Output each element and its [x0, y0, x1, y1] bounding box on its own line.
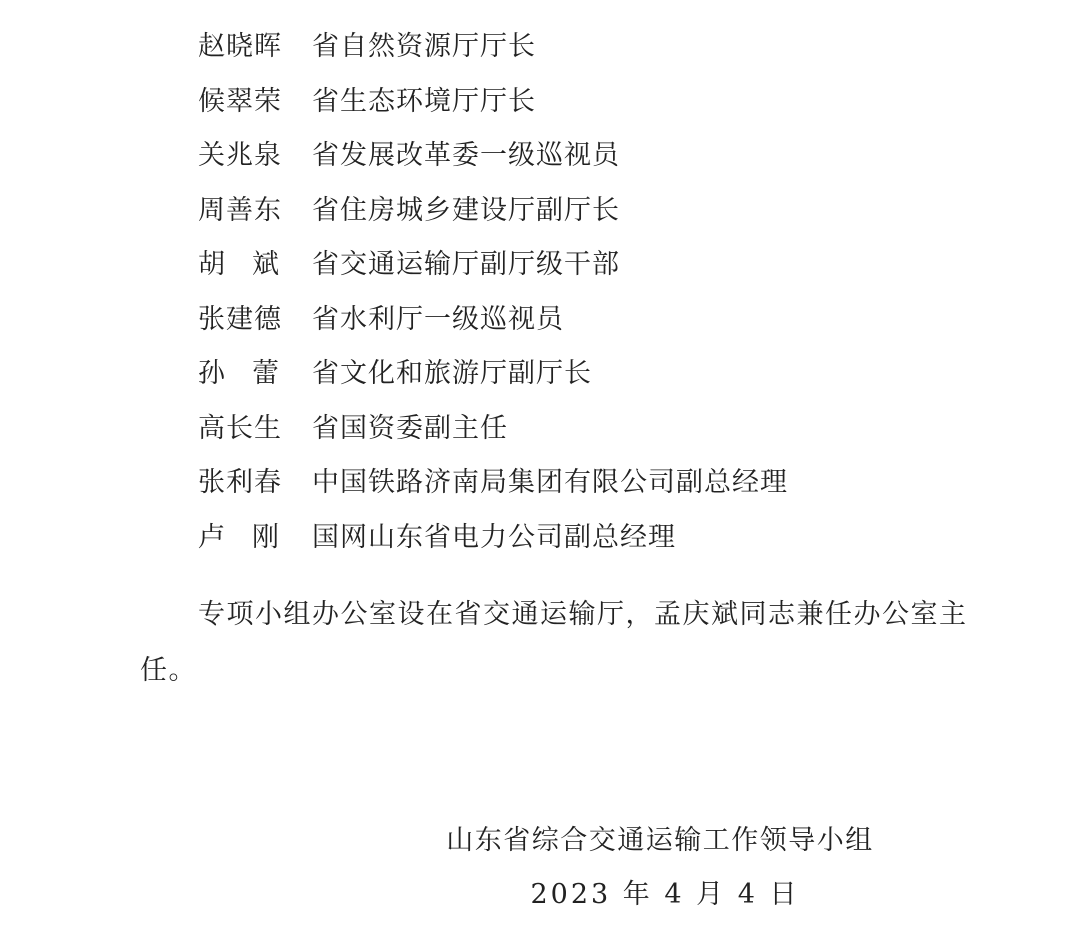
member-title: 省国资委副主任	[312, 412, 508, 444]
member-name: 孙 蕾	[198, 358, 279, 389]
member-row	[198, 184, 788, 239]
member-row	[198, 238, 788, 293]
signature-block	[440, 814, 880, 922]
member-name: 胡 斌	[198, 249, 279, 280]
member-title: 省文化和旅游厅副厅长	[312, 358, 592, 389]
member-name: 高长生	[198, 412, 282, 444]
member-name: 赵晓晖	[198, 31, 282, 62]
issue-date: 2023 年 4 月 4 日	[530, 879, 800, 910]
member-title: 中国铁路济南局集团有限公司副总经理	[312, 467, 788, 498]
member-row	[198, 20, 788, 75]
member-row	[198, 347, 788, 402]
member-title: 省生态环境厅厅长	[312, 85, 536, 117]
member-name: 张利春	[198, 467, 282, 498]
member-title: 国网山东省电力公司副总经理	[312, 521, 676, 553]
member-row	[198, 511, 788, 566]
member-row	[198, 402, 788, 457]
member-row	[198, 293, 788, 348]
member-name: 候翠荣	[198, 85, 282, 117]
member-row	[198, 75, 788, 130]
member-title: 省住房城乡建设厅副厅长	[312, 194, 620, 226]
member-title: 省水利厅一级巡视员	[312, 303, 564, 335]
member-name: 周善东	[198, 194, 282, 226]
member-name: 张建德	[198, 303, 282, 335]
issuing-organization: 山东省综合交通运输工作领导小组	[446, 825, 874, 856]
member-title: 省交通运输厅副厅级干部	[312, 249, 620, 280]
member-name: 关兆泉	[198, 140, 282, 171]
member-title: 省自然资源厅厅长	[312, 31, 536, 62]
member-title: 省发展改革委一级巡视员	[312, 140, 620, 171]
member-name: 卢 刚	[198, 521, 279, 553]
member-list	[198, 20, 788, 565]
member-row	[198, 456, 788, 511]
office-note-paragraph: 专项小组办公室设在省交通运输厅，孟庆斌同志兼任办公室主任。	[140, 599, 968, 686]
member-row	[198, 129, 788, 184]
